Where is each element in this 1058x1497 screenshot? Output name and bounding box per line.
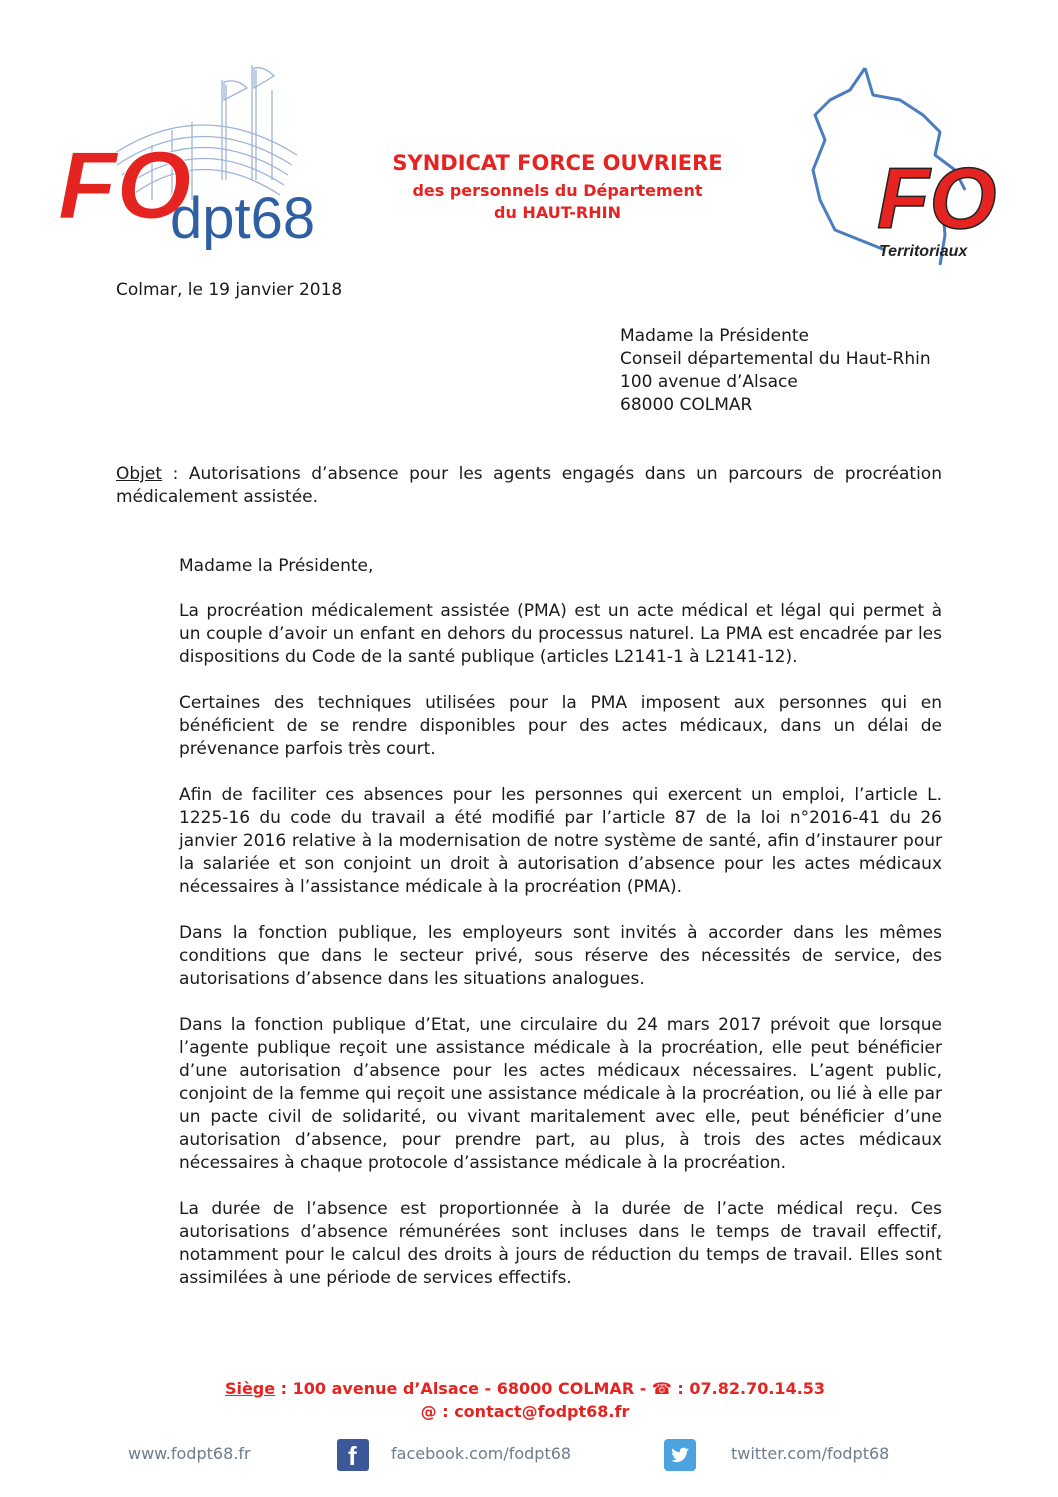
recipient-line: 68000 COLMAR <box>620 395 753 415</box>
body-paragraph: La procréation médicalement assistée (PMA) est un acte médical et légal qui permet à un couple d’avoir un enfant en dehors du processus naturel. La PMA est encadrée par les dispositions du Code de la santé publique (articles L2141-1 à L2141-12). <box>179 601 942 667</box>
recipient-line: Madame la Présidente <box>620 326 810 346</box>
body-paragraph: La durée de l’absence est proportionnée à la durée de l’acte médical reçu. Ces autorisations d’absence rémunérées sont incluses dans le temps de travail effectif, notamment pour le calcul des droits à jours de réduction du temps de travail. Elles sont assimilées à une période de services effectifs. <box>179 1199 942 1288</box>
object-label: Objet <box>116 464 163 484</box>
phone-number[interactable]: : 07.82.70.14.53 <box>671 1379 826 1398</box>
svg-text:FO: FO <box>877 151 997 247</box>
siege-text: : 100 avenue d’Alsace - 68000 COLMAR - <box>275 1379 652 1398</box>
header-title: SYNDICAT FORCE OUVRIERE <box>392 151 723 175</box>
body-paragraph: Dans la fonction publique, les employeurs sont invités à accorder dans les mêmes conditions que dans le secteur privé, sous réserve des nécessités de service, des autorisations d’absence dans les situations analogues. <box>179 923 942 989</box>
twitter-icon[interactable] <box>664 1439 696 1471</box>
website-link[interactable]: www.fodpt68.fr <box>128 1444 251 1463</box>
body-paragraph: Dans la fonction publique d’Etat, une circulaire du 24 mars 2017 prévoit que lorsque l’agente publique reçoit une assistance médicale à la procréation, elle peut bénéficier d’une autorisation d’absence pour les actes médicaux nécessaires. L’agent public, conjoint de la femme qui reçoit une assistance médicale à la procréation, ou lié à elle par un pacte civil de solidarité, ou vivant maritalement avec elle, peut bénéficier d’une autorisation d’absence, pour prendre part, au plus, à trois des actes médicaux nécessaires à chaque protocole d’assistance médicale à la procréation. <box>179 1015 942 1173</box>
letter-date: Colmar, le 19 janvier 2018 <box>116 280 343 300</box>
twitter-link[interactable]: twitter.com/fodpt68 <box>731 1444 890 1463</box>
recipient-line: Conseil départemental du Haut-Rhin <box>620 349 931 369</box>
svg-text:dpt68: dpt68 <box>170 186 316 251</box>
body-paragraph: Afin de faciliter ces absences pour les personnes qui exercent un emploi, l’article L. 1225-16 du code du travail a été modifié par l’article 87 de la loi n°2016-41 du 26 janvier 2016 relative à la modernisation de notre système de santé, afin d’instaurer pour la salariée et son conjoint un droit à autorisation d’absence pour les actes médicaux nécessaires à l’assistance médicale à la procréation (PMA). <box>179 785 942 897</box>
svg-text:FO: FO <box>58 132 192 239</box>
letter-body <box>179 600 942 1313</box>
siege-label: Siège <box>224 1379 276 1398</box>
phone-icon: ☎ <box>651 1379 672 1398</box>
letter-salutation: Madame la Présidente, <box>179 556 374 576</box>
facebook-icon[interactable]: f <box>337 1439 369 1471</box>
body-paragraph: Certaines des techniques utilisées pour la PMA imposent aux personnes qui en bénéficient de se rendre disponibles pour des actes médicaux, dans un délai de prévenance parfois très court. <box>179 693 942 759</box>
header-subtitle-1: des personnels du Département <box>412 181 703 200</box>
recipient-line: 100 avenue d’Alsace <box>620 372 798 392</box>
fodpt68-logo <box>52 60 322 250</box>
object-text: : Autorisations d’absence pour les agents engagés dans un parcours de procréation médicalement assistée. <box>116 464 942 507</box>
recipient-address <box>620 325 931 417</box>
svg-text:Territoriaux: Territoriaux <box>879 243 968 260</box>
footer-email[interactable]: @ : contact@fodpt68.fr <box>420 1402 630 1421</box>
footer-address <box>0 1379 1050 1398</box>
facebook-link[interactable]: facebook.com/fodpt68 <box>391 1444 572 1463</box>
header-subtitle-2: du HAUT-RHIN <box>494 203 621 222</box>
letter-object <box>116 463 942 509</box>
fo-territoriaux-logo <box>805 60 997 280</box>
